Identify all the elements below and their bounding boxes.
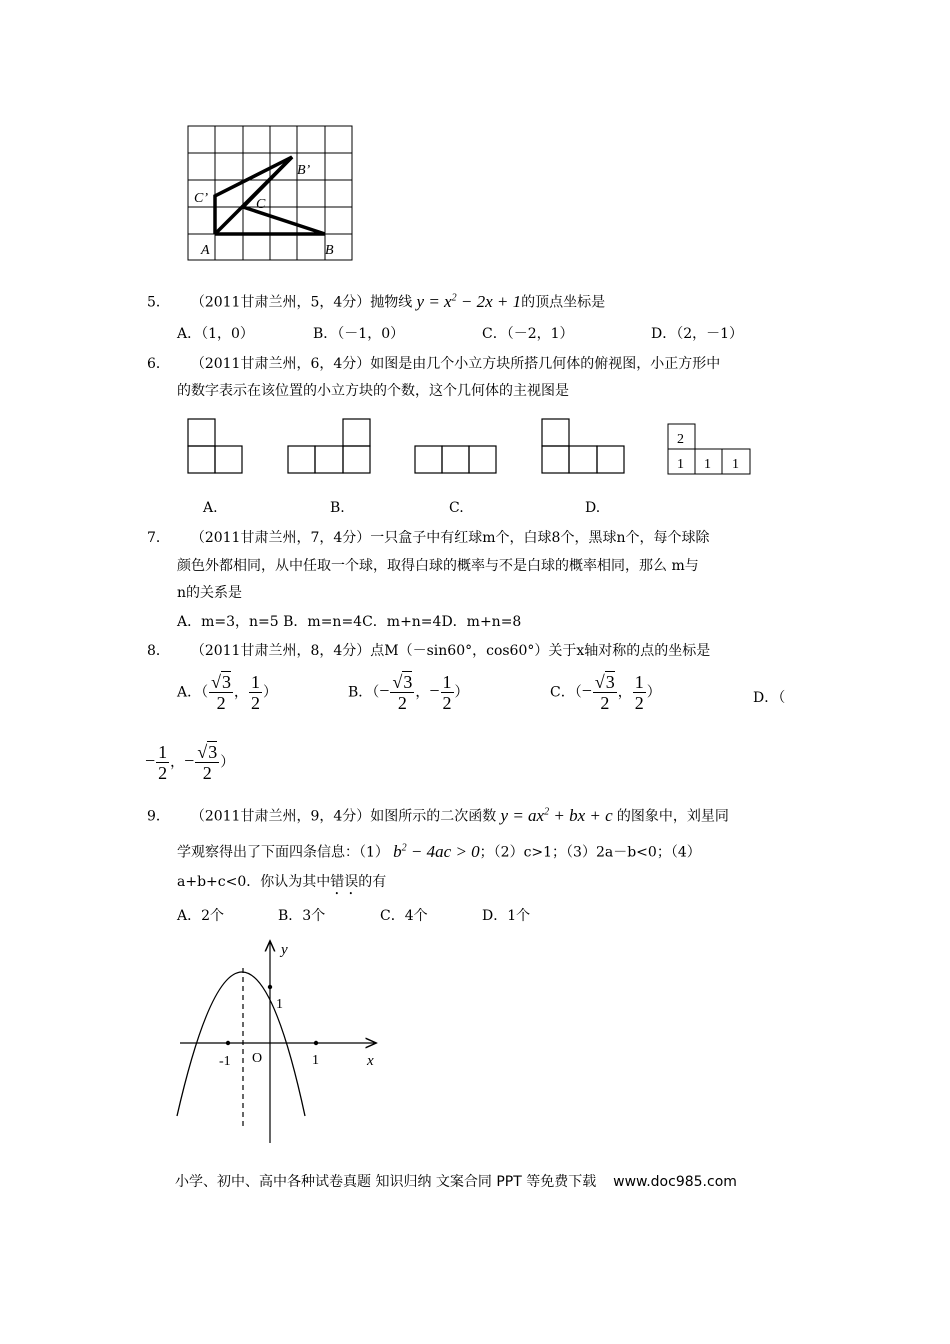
q8-line1 [147,641,710,661]
footer [175,1171,737,1191]
tick-neg-one: -1 [219,1054,231,1069]
q9-discriminant: $b^2 - 4ac > 0$ [388,841,480,861]
q6-option-b-figure [287,418,375,476]
q5-option-d: D．（2，－1） [651,326,744,342]
label-b-prime: B’ [297,163,311,178]
footer-text: 小学、初中、高中各种试卷真题 知识归纳 文案合同 PPT 等免费下载 [175,1174,597,1190]
q6-label-a: A. [203,500,218,516]
q9-option-b: B．3个 [278,908,326,924]
q8-letter-d: D． [753,690,779,706]
top-view-num-4: 1 [732,457,739,472]
q6-line2: 的数字表示在该位置的小立方块的个数，这个几何体的主视图是 [177,383,569,399]
x-label: x [367,1053,374,1069]
point-one-x [314,1041,318,1045]
q6-text1: （2011甘肃兰州，6，4分）如图是由几个小立方块所搭几何体的俯视图，小正方形中 [190,356,721,372]
q6-label-c: C. [449,500,464,516]
q6-line1 [147,354,720,374]
q8-text1: （2011甘肃兰州，8，4分）点M（－sin60°，cos60°）关于x轴对称的点的坐标是 [190,643,711,659]
q6-option-d-figure [541,418,629,476]
label-b: B [325,243,334,258]
q8-option-d-letter: D．（ [753,690,786,706]
q9-text1-suffix: 的图象中，刘星同 [616,808,729,825]
q5-line [147,288,605,313]
q9-line1 [147,802,729,827]
point-neg-one [226,1041,230,1045]
grid-figure [186,124,356,262]
q5-suffix: 的顶点坐标是 [521,294,606,311]
q5-number: 5． [147,294,170,311]
q5-option-c: C．（－2，1） [482,326,574,342]
q9-text2-suffix: ；（2）c>1；（3）2a－b<0；（4） [479,844,701,861]
q8-option-b: B．（− $\frac{√3}{2}$ ，− $\frac{1}{2}$ ） [348,672,469,713]
q5-source: （2011甘肃兰州，5，4分）抛物线 [190,294,413,311]
label-c-prime: C’ [194,191,208,206]
top-view-num-2: 1 [677,457,684,472]
q8-letter-a: A． [177,684,202,701]
label-a: A [201,243,210,258]
footer-url[interactable]: www.doc985.com [613,1174,737,1190]
q9-option-a: A．2个 [177,908,225,924]
q5-option-b: B．（－1，0） [313,326,405,342]
q9-option-d: D．1个 [482,908,531,924]
q7-line2: 颜色外都相同，从中任取一个球，取得白球的概率与不是白球的概率相同，那么 m与 [177,558,699,574]
q6-number: 6． [147,356,170,372]
q9-text2-prefix: 学观察得出了下面四条信息：（1） [177,844,389,861]
grid-lines [188,126,352,260]
q9-text3-suffix: 的有 [358,874,387,890]
q7-line1 [147,528,709,548]
q7-number: 7． [147,530,170,546]
q7-text1: （2011甘肃兰州，7，4分）一只盒子中有红球m个，白球8个，黑球n个，每个球除 [190,530,710,546]
q8-number: 8． [147,643,170,659]
q8-letter-c: C． [550,684,575,701]
point-one-y [268,985,272,989]
tick-one-y: 1 [276,997,283,1012]
q6-label-b: B. [330,500,345,516]
q9-formula: $y = ax^2$ + bx + c [496,805,617,825]
q9-text3-prefix: a+b+c<0．你认为其中 [177,874,331,890]
q6-top-view [667,423,753,475]
q9-number: 9． [147,808,170,825]
q9-text1-prefix: （2011甘肃兰州，9，4分）如图所示的二次函数 [190,808,497,825]
q8-option-d-values: − $\frac{1}{2}$ ，− $\frac{√3}{2}$ ） [145,742,235,783]
q9-option-c: C．4个 [380,908,428,924]
q9-line3 [177,872,386,898]
q6-option-c-figure [414,445,500,476]
y-label: y [281,942,288,958]
q7-line3: n的关系是 [177,585,243,601]
q9-emphasis: 错误 [330,874,359,890]
top-view-num-3: 1 [704,457,711,472]
tick-one-x: 1 [312,1053,319,1068]
origin-label: O [252,1051,263,1066]
top-view-num-1: 2 [677,432,684,447]
q9-line2 [177,838,701,863]
q8-option-a: A．（ $\frac{√3}{2}$ ， $\frac{1}{2}$ ） [177,672,278,713]
q5-formula: $y = x^2 - 2x + 1$ [412,291,522,311]
parabola-graph [170,938,390,1148]
q5-option-a: A．（1，0） [177,326,254,342]
q8-letter-b: B． [348,684,373,701]
q6-option-a-figure [187,418,247,476]
q7-options: A．m=3，n=5 B．m=n=4C．m+n=4D．m+n=8 [177,614,522,630]
q6-label-d: D. [585,500,601,516]
q8-option-c: C．（− $\frac{√3}{2}$ ， $\frac{1}{2}$ ） [550,672,661,713]
label-c: C [256,197,266,212]
parabola-curve [177,972,305,1116]
